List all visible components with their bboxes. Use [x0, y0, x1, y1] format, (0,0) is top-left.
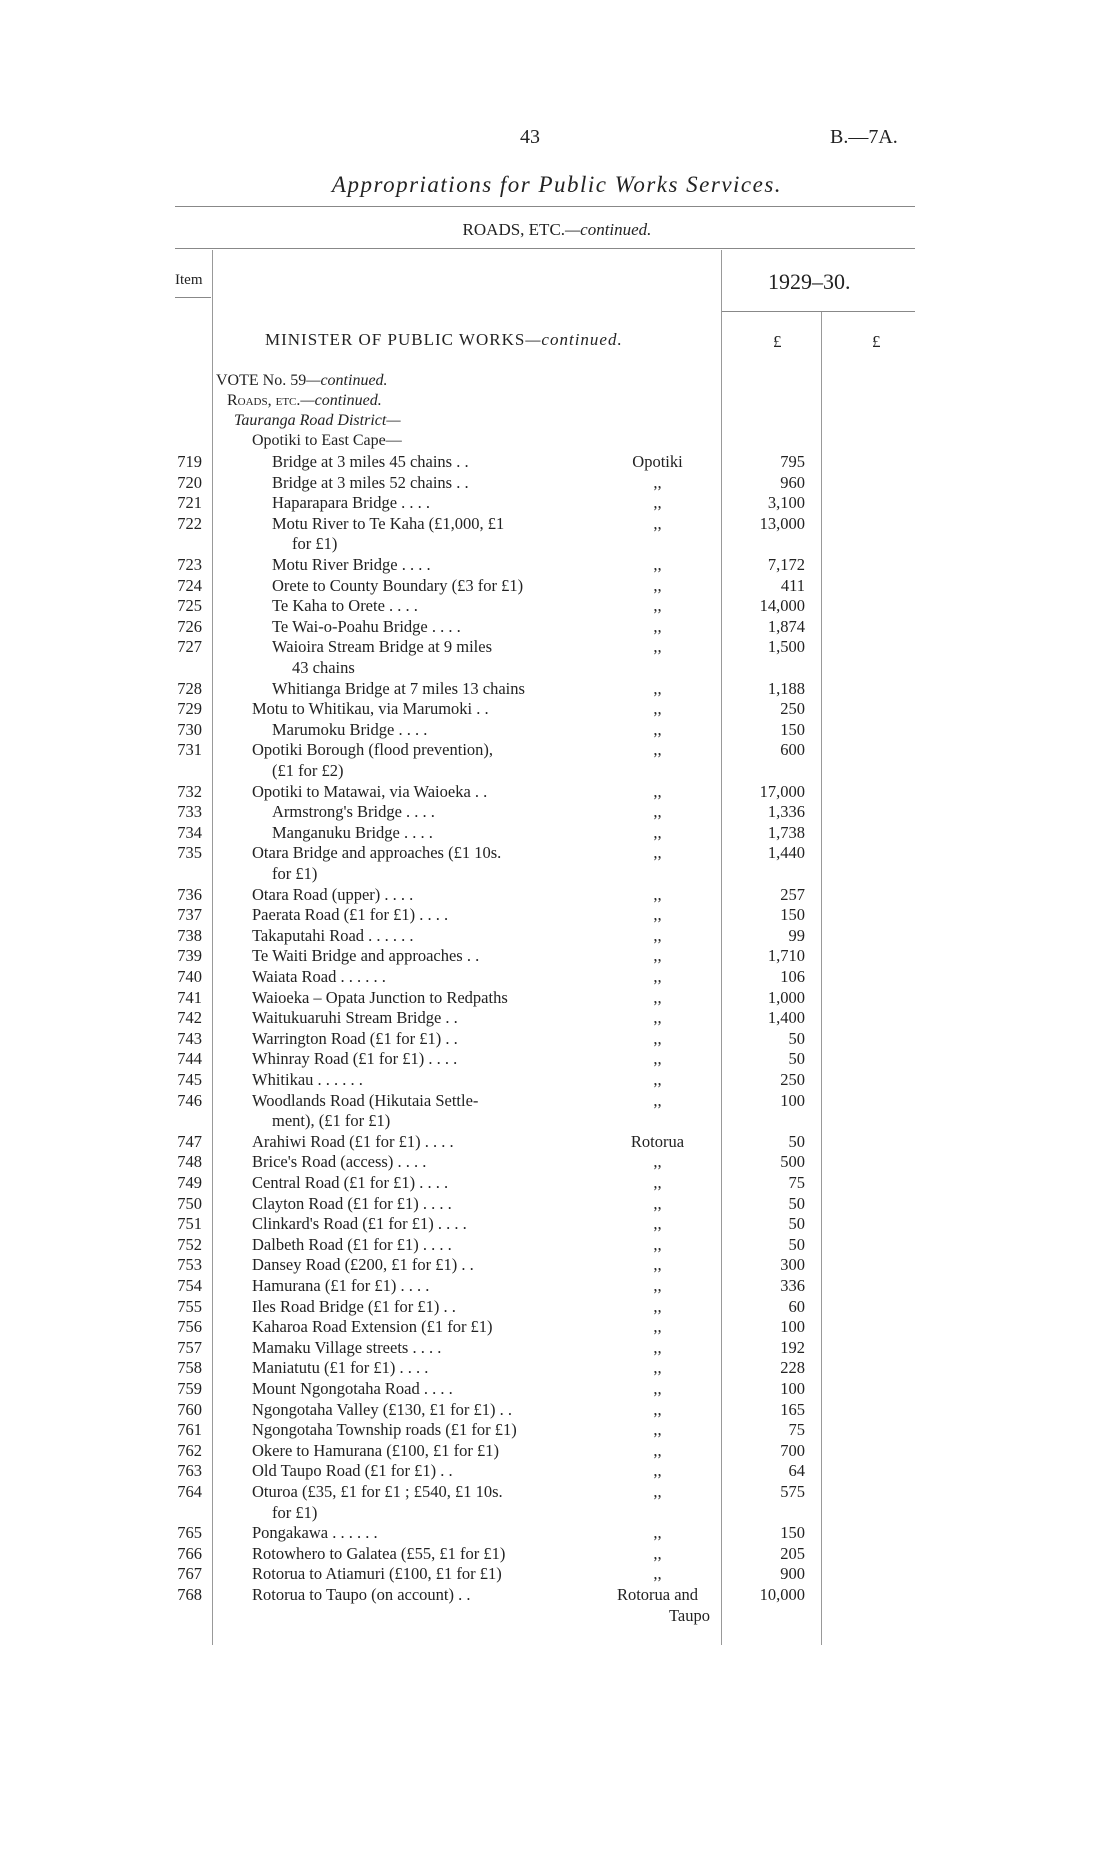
district: ,, [653, 1440, 662, 1460]
item-description: Maniatutu (£1 for £1) . . . . [252, 1358, 429, 1378]
item-description: Whinray Road (£1 for £1) . . . . [252, 1049, 458, 1069]
table-row [0, 988, 1114, 1008]
amount: 700 [780, 1440, 805, 1460]
item-description: Kaharoa Road Extension (£1 for £1) [252, 1317, 493, 1337]
table-row [0, 1544, 1114, 1564]
document-title: Appropriations for Public Works Services. [331, 172, 783, 197]
district: ,, [653, 1317, 662, 1337]
item-description: Waioeka – Opata Junction to Redpaths [252, 987, 508, 1007]
amount: 100 [780, 1317, 805, 1337]
item-number: 739 [177, 946, 202, 966]
district: ,, [653, 1379, 662, 1398]
district: ,, [653, 1543, 662, 1563]
table-row [0, 1194, 1114, 1214]
item-number: 763 [177, 1461, 202, 1481]
item-description: Motu River to Te Kaha (£1,000, £1 [272, 513, 505, 533]
item-number: 735 [177, 843, 202, 863]
item-number: 730 [177, 719, 202, 739]
amount: 1,400 [767, 1008, 805, 1028]
header-rule [175, 248, 915, 249]
table-row [0, 1297, 1114, 1317]
item-description-continued: for £1) [292, 534, 338, 554]
district: ,, [653, 1255, 662, 1275]
district: ,, [653, 513, 662, 533]
table-row [0, 514, 1114, 534]
district: ,, [653, 1420, 662, 1440]
section-name: ROADS, ETC. [462, 220, 566, 239]
item-description: Te Kaha to Orete . . . . [272, 596, 418, 616]
amount: 150 [780, 905, 805, 925]
table-row [0, 493, 1114, 513]
item-number: 755 [177, 1296, 202, 1316]
district: ,, [653, 884, 662, 904]
item-number: 724 [177, 575, 202, 595]
district: ,, [653, 987, 662, 1007]
amount: 960 [780, 472, 805, 492]
district-continued: Taupo [668, 1605, 710, 1625]
district: ,, [653, 1482, 662, 1501]
item-description: Motu to Whitikau, via Marumoki . . [252, 699, 489, 719]
amount: 60 [788, 1296, 805, 1316]
amount: 75 [788, 1420, 805, 1440]
item-description: Dalbeth Road (£1 for £1) . . . . [252, 1234, 452, 1254]
table-row-continuation [0, 658, 1114, 678]
district: ,, [653, 1523, 662, 1543]
item-description: Rotorua to Taupo (on account) . . [252, 1585, 471, 1604]
amount: 575 [780, 1482, 805, 1501]
item-description: Warrington Road (£1 for £1) . . [252, 1028, 458, 1048]
item-description: Mamaku Village streets . . . . [252, 1337, 442, 1357]
amount: 257 [780, 884, 805, 904]
item-number: 747 [177, 1131, 202, 1151]
table-row [0, 452, 1114, 472]
amount: 500 [780, 1152, 805, 1172]
page-number: 43 [520, 126, 540, 148]
amount: 250 [780, 1070, 805, 1089]
table-row [0, 823, 1114, 843]
item-number: 732 [177, 781, 202, 801]
district: ,, [653, 1234, 662, 1254]
amount: 99 [788, 925, 805, 945]
table-row [0, 1461, 1114, 1481]
table-row [0, 740, 1114, 760]
item-description: Opotiki to Matawai, via Waioeka . . [252, 781, 488, 801]
amount: 50 [788, 1193, 805, 1213]
item-description: Okere to Hamurana (£100, £1 for £1) [252, 1440, 499, 1460]
table-row-continuation [0, 1503, 1114, 1523]
item-description: Iles Road Bridge (£1 for £1) . . [252, 1296, 456, 1316]
item-description: Rotorua to Atiamuri (£100, £1 for £1) [252, 1564, 502, 1584]
table-row [0, 1049, 1114, 1069]
item-number: 731 [177, 740, 202, 760]
table-row [0, 1173, 1114, 1193]
table-row [0, 1441, 1114, 1461]
item-description: Otara Road (upper) . . . . [252, 884, 414, 904]
district: ,, [653, 616, 662, 636]
item-number: 721 [177, 493, 202, 513]
amount: 50 [788, 1234, 805, 1254]
item-description-continued: for £1) [272, 864, 318, 883]
item-number: 746 [177, 1090, 202, 1110]
amount: 1,874 [767, 616, 805, 636]
table-row [0, 1564, 1114, 1584]
item-description: Bridge at 3 miles 52 chains . . [272, 472, 469, 492]
table-row-continuation [0, 761, 1114, 781]
ministry-name: MINISTER OF PUBLIC WORKS [265, 330, 526, 349]
roads-heading [227, 392, 382, 410]
district: ,, [653, 843, 662, 863]
district: ,, [653, 1399, 662, 1419]
item-description: Arahiwi Road (£1 for £1) . . . . [252, 1131, 454, 1151]
district: ,, [653, 555, 662, 574]
district: ,, [653, 1214, 662, 1234]
table-row [0, 946, 1114, 966]
table-row [0, 843, 1114, 863]
table-row [0, 802, 1114, 822]
table-row [0, 782, 1114, 802]
district: ,, [653, 905, 662, 925]
item-description-continued: for £1) [272, 1502, 318, 1522]
amount: 336 [780, 1276, 805, 1295]
item-number: 752 [177, 1234, 202, 1254]
pound-column-2: £ [872, 332, 881, 351]
table-row [0, 617, 1114, 637]
item-number: 759 [177, 1379, 202, 1398]
table-row [0, 1008, 1114, 1028]
item-description: Old Taupo Road (£1 for £1) . . [252, 1461, 453, 1481]
item-description: Brice's Road (access) . . . . [252, 1152, 427, 1172]
district: Opotiki [632, 452, 683, 471]
district: ,, [653, 1276, 662, 1295]
amount: 13,000 [759, 513, 805, 533]
item-description: Woodlands Road (Hikutaia Settle- [252, 1090, 479, 1110]
amount: 150 [780, 1523, 805, 1543]
district: ,, [653, 1564, 662, 1584]
district: ,, [653, 1358, 662, 1378]
amount: 1,500 [767, 637, 805, 657]
vote-name: VOTE No. 59 [216, 372, 307, 389]
amount: 1,710 [767, 946, 805, 966]
amount: 205 [780, 1543, 805, 1563]
table-row [0, 1585, 1114, 1605]
item-description: Whitikau . . . . . . [252, 1070, 363, 1089]
pound-column-1: £ [773, 332, 782, 351]
district: ,, [653, 493, 662, 513]
amount: 1,336 [767, 802, 805, 822]
district: ,, [653, 596, 662, 616]
district: Rotorua [630, 1131, 685, 1151]
district: ,, [653, 1173, 662, 1192]
table-row [0, 1317, 1114, 1337]
district: ,, [653, 719, 662, 739]
amount: 165 [780, 1399, 805, 1419]
amount: 10,000 [759, 1585, 805, 1604]
amount: 600 [780, 740, 805, 760]
amount: 300 [780, 1255, 805, 1275]
item-number: 723 [177, 555, 202, 574]
item-number: 761 [177, 1420, 202, 1440]
table-row-continuation [0, 534, 1114, 554]
item-description: Orete to County Boundary (£3 for £1) [272, 575, 524, 595]
item-number: 726 [177, 616, 202, 636]
amount: 250 [780, 699, 805, 719]
item-description: Whitianga Bridge at 7 miles 13 chains [272, 678, 525, 698]
item-number: 751 [177, 1214, 202, 1234]
item-number: 745 [177, 1070, 202, 1089]
amount: 192 [780, 1337, 805, 1357]
amount: 50 [788, 1214, 805, 1234]
item-description: Clinkard's Road (£1 for £1) . . . . [252, 1214, 467, 1234]
item-description: Te Waiti Bridge and approaches . . [252, 946, 480, 966]
district: ,, [653, 1461, 662, 1481]
district: ,, [653, 1296, 662, 1316]
item-number: 736 [177, 884, 202, 904]
table-row [0, 1152, 1114, 1172]
vote-heading [216, 372, 388, 390]
table-row [0, 1523, 1114, 1543]
district: ,, [653, 781, 662, 801]
item-description: Takaputahi Road . . . . . . [252, 925, 414, 945]
table-row-continuation [0, 1111, 1114, 1131]
item-description: Motu River Bridge . . . . [272, 555, 431, 574]
item-description: Mount Ngongotaha Road . . . . [252, 1379, 453, 1398]
ministry-heading [265, 330, 623, 350]
section-title [0, 220, 1114, 240]
item-column-header: Item [175, 272, 203, 288]
district: ,, [653, 946, 662, 966]
item-number: 757 [177, 1337, 202, 1357]
item-description: Ngongotaha Valley (£130, £1 for £1) . . [252, 1399, 512, 1419]
table-row [0, 1132, 1114, 1152]
amount: 100 [780, 1379, 805, 1398]
item-number: 737 [177, 905, 202, 925]
roads-name: Roads, etc. [227, 392, 301, 409]
table-row [0, 1379, 1114, 1399]
item-description: Central Road (£1 for £1) . . . . [252, 1173, 449, 1192]
item-description: Hamurana (£1 for £1) . . . . [252, 1276, 430, 1295]
district: ,, [653, 925, 662, 945]
table-row [0, 1070, 1114, 1090]
table-row [0, 1029, 1114, 1049]
item-number: 767 [177, 1564, 202, 1584]
section-continued: —continued. [565, 220, 652, 239]
item-number: 743 [177, 1028, 202, 1048]
group-heading: Opotiki to East Cape— [252, 432, 402, 449]
item-number: 742 [177, 1008, 202, 1028]
item-description: Armstrong's Bridge . . . . [272, 802, 435, 822]
table-row [0, 1091, 1114, 1111]
item-number: 738 [177, 925, 202, 945]
item-description-continued: (£1 for £2) [272, 761, 344, 780]
item-number: 748 [177, 1152, 202, 1172]
district: ,, [653, 967, 662, 986]
district: ,, [653, 472, 662, 492]
district: ,, [653, 1008, 662, 1028]
district-heading: Tauranga Road District— [234, 412, 401, 429]
item-number: 756 [177, 1317, 202, 1337]
district: ,, [653, 699, 662, 719]
amount: 106 [780, 967, 805, 986]
item-number: 719 [177, 452, 202, 471]
district: ,, [653, 822, 662, 842]
item-number: 764 [177, 1482, 202, 1501]
item-description: Waiata Road . . . . . . [252, 967, 386, 986]
district: ,, [653, 1193, 662, 1213]
table-row [0, 473, 1114, 493]
amount: 50 [788, 1131, 805, 1151]
item-description: Paerata Road (£1 for £1) . . . . [252, 905, 449, 925]
item-number: 766 [177, 1543, 202, 1563]
amount: 14,000 [759, 596, 805, 616]
amount: 64 [788, 1461, 805, 1481]
amount: 900 [780, 1564, 805, 1584]
item-number: 729 [177, 699, 202, 719]
amount: 50 [788, 1028, 805, 1048]
table-row [0, 1400, 1114, 1420]
item-number: 758 [177, 1358, 202, 1378]
table-row [0, 679, 1114, 699]
item-number: 744 [177, 1049, 202, 1069]
item-description: Manganuku Bridge . . . . [272, 822, 433, 842]
title-rule [175, 206, 915, 207]
table-row-continuation [0, 864, 1114, 884]
district: Rotorua and [616, 1585, 699, 1604]
vote-continued: —continued. [306, 372, 388, 389]
item-description: Rotowhero to Galatea (£55, £1 for £1) [252, 1543, 506, 1563]
item-number: 741 [177, 987, 202, 1007]
district: ,, [653, 1337, 662, 1357]
table-row [0, 1276, 1114, 1296]
item-description: Haparapara Bridge . . . . [272, 493, 431, 513]
amount: 1,738 [767, 822, 805, 842]
item-description: Bridge at 3 miles 45 chains . . [272, 452, 469, 471]
district: ,, [653, 740, 662, 760]
district: ,, [653, 637, 662, 657]
item-description: Te Wai-o-Poahu Bridge . . . . [272, 616, 461, 636]
item-description: Opotiki Borough (flood prevention), [252, 740, 494, 760]
amount: 17,000 [759, 781, 805, 801]
table-row [0, 1235, 1114, 1255]
item-number: 720 [177, 472, 202, 492]
table-row [0, 1420, 1114, 1440]
item-number: 754 [177, 1276, 202, 1295]
item-number: 740 [177, 967, 202, 986]
table-row [0, 885, 1114, 905]
amount: 7,172 [767, 555, 805, 574]
item-description: Oturoa (£35, £1 for £1 ; £540, £1 10s. [252, 1482, 503, 1501]
document-reference: B.—7A. [830, 126, 898, 148]
amount: 150 [780, 719, 805, 739]
table-row [0, 720, 1114, 740]
item-number: 750 [177, 1193, 202, 1213]
amount: 795 [780, 452, 805, 471]
ministry-continued: —continued. [525, 330, 623, 349]
district: ,, [653, 678, 662, 698]
district: ,, [653, 1070, 662, 1089]
year-column-header: 1929–30. [768, 269, 851, 294]
amount: 75 [788, 1173, 805, 1192]
district: ,, [653, 1049, 662, 1069]
item-number: 733 [177, 802, 202, 822]
table-row [0, 637, 1114, 657]
item-number: 728 [177, 678, 202, 698]
item-number: 753 [177, 1255, 202, 1275]
table-row [0, 1214, 1114, 1234]
amount: 50 [788, 1049, 805, 1069]
table-row [0, 905, 1114, 925]
item-number: 768 [177, 1585, 202, 1604]
item-description: Pongakawa . . . . . . [252, 1523, 378, 1543]
table-row [0, 1255, 1114, 1275]
item-description: Waioira Stream Bridge at 9 miles [272, 637, 492, 657]
district: ,, [653, 1090, 662, 1110]
table-row [0, 926, 1114, 946]
item-description: Otara Bridge and approaches (£1 10s. [252, 843, 502, 863]
table-row [0, 555, 1114, 575]
district: ,, [653, 1028, 662, 1048]
amount: 3,100 [767, 493, 805, 513]
table-row [0, 1482, 1114, 1502]
amount: 411 [780, 575, 805, 595]
table-row [0, 699, 1114, 719]
amount: 100 [780, 1090, 805, 1110]
item-number: 722 [177, 513, 202, 533]
table-row [0, 1338, 1114, 1358]
item-number: 725 [177, 596, 202, 616]
district: ,, [653, 802, 662, 822]
item-number: 734 [177, 822, 202, 842]
item-number: 760 [177, 1399, 202, 1419]
district: ,, [653, 575, 662, 595]
item-description: Ngongotaha Township roads (£1 for £1) [252, 1420, 517, 1440]
item-description: Clayton Road (£1 for £1) . . . . [252, 1193, 452, 1213]
item-description-continued: ment), (£1 for £1) [272, 1111, 391, 1131]
table-row [0, 576, 1114, 596]
district: ,, [653, 1152, 662, 1172]
item-number: 727 [177, 637, 202, 657]
amount: 1,440 [767, 843, 805, 863]
table-row [0, 596, 1114, 616]
item-number: 765 [177, 1523, 202, 1543]
item-description: Marumoku Bridge . . . . [272, 719, 428, 739]
amount: 1,188 [767, 678, 805, 698]
item-number: 749 [177, 1173, 202, 1192]
item-description: Waitukuaruhi Stream Bridge . . [252, 1008, 458, 1028]
item-number: 762 [177, 1440, 202, 1460]
amount: 228 [780, 1358, 805, 1378]
item-description-continued: 43 chains [292, 658, 355, 677]
year-header-rule [722, 311, 915, 312]
table-row-continuation [0, 1606, 1114, 1626]
table-row [0, 967, 1114, 987]
item-header-underline [175, 297, 211, 298]
roads-continued: —continued. [300, 392, 382, 409]
item-description: Dansey Road (£200, £1 for £1) . . [252, 1255, 474, 1275]
amount: 1,000 [767, 987, 805, 1007]
table-row [0, 1358, 1114, 1378]
